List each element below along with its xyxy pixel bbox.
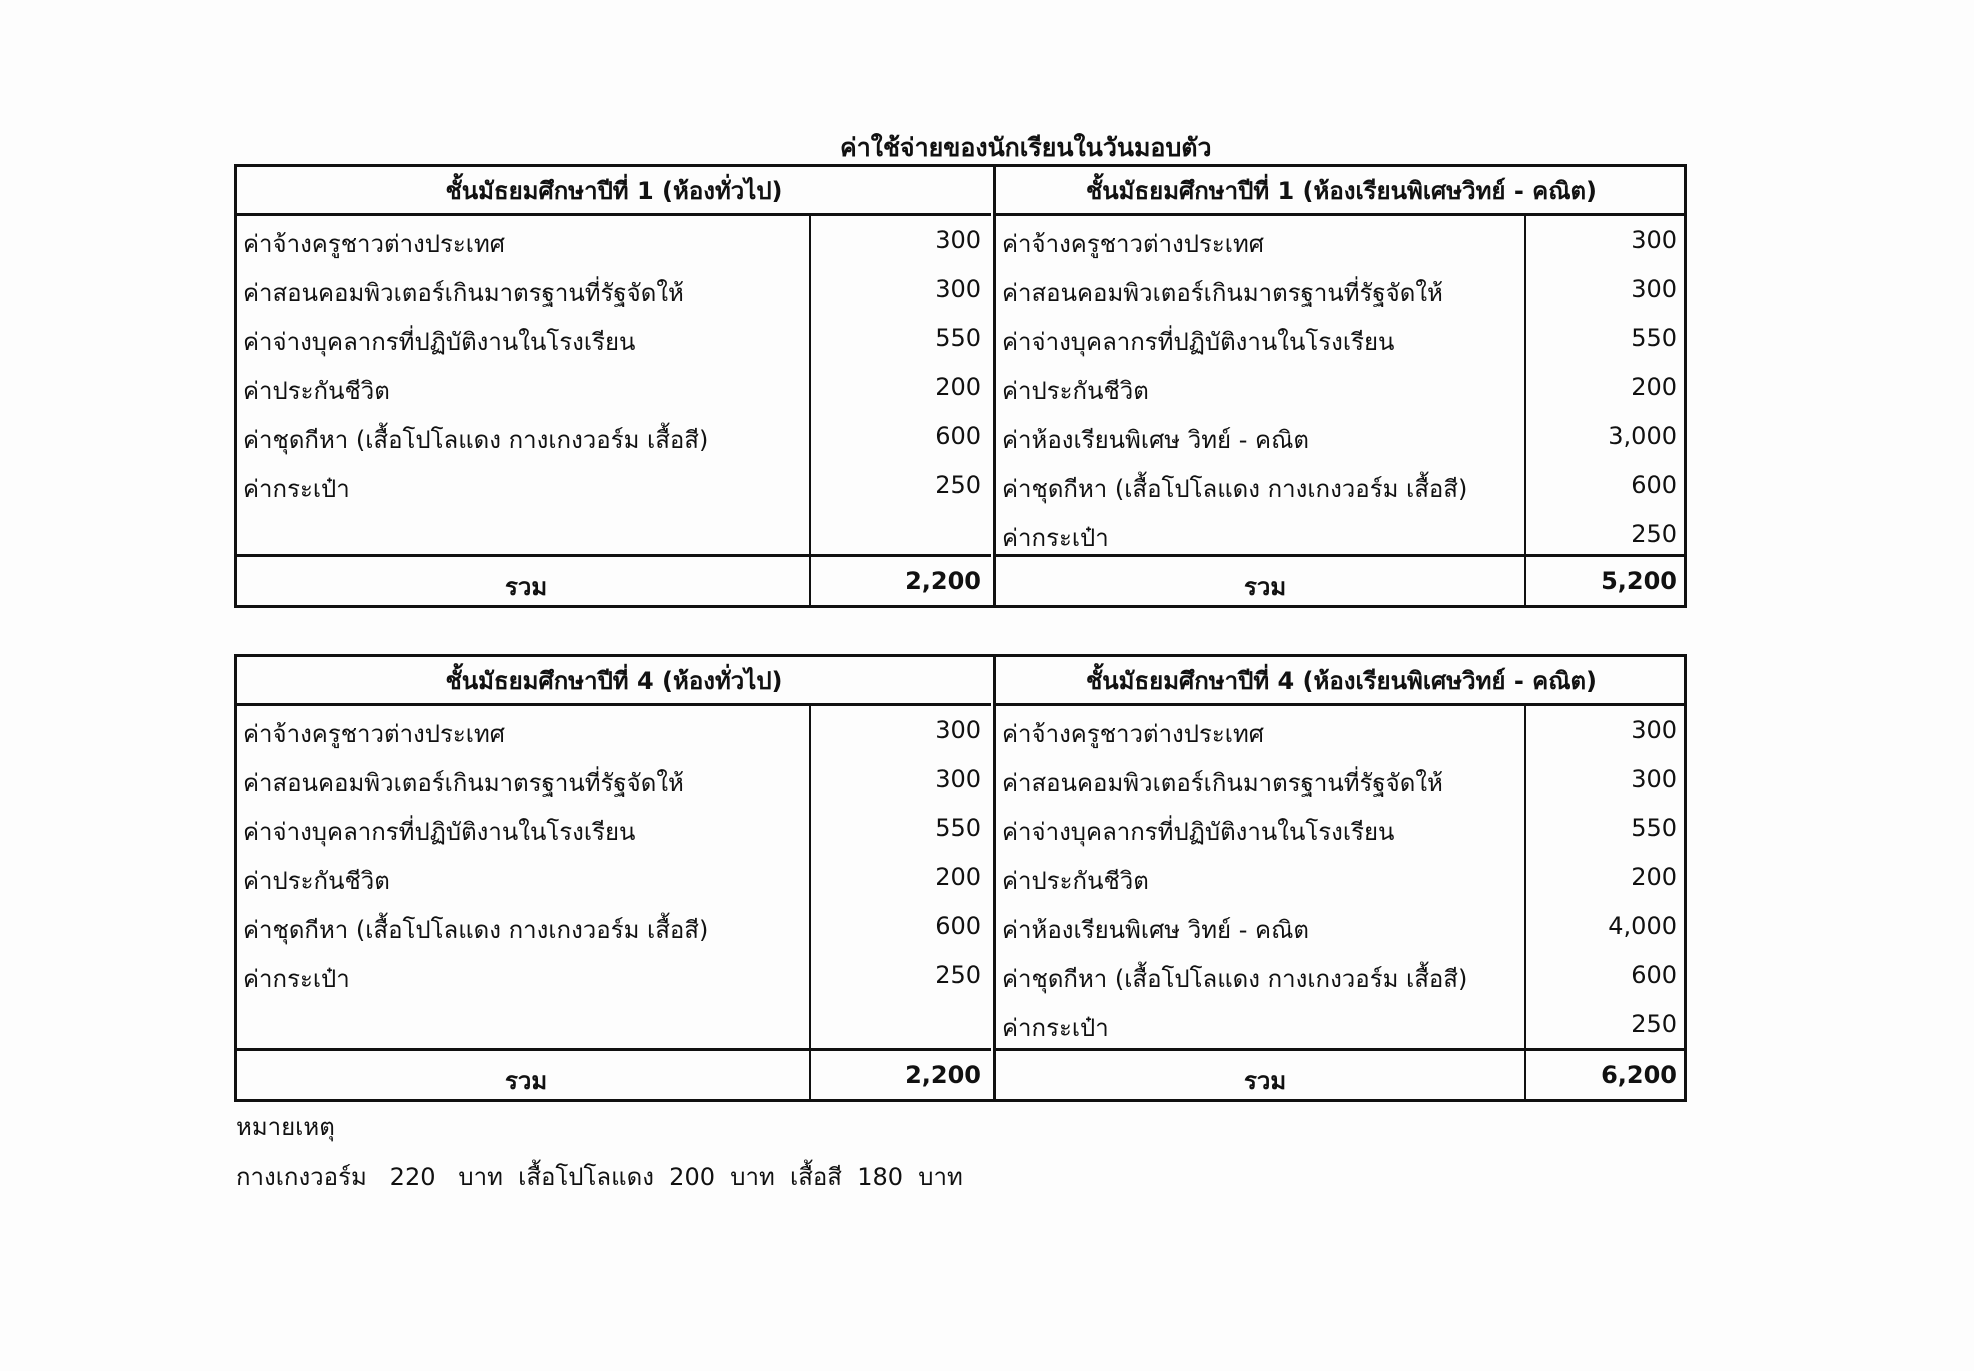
total-row [237,1048,991,1099]
fee-amount: 600 [935,912,981,940]
fee-label: ค่าห้องเรียนพิเศษ วิทย์ - คณิต [1002,916,1309,944]
section-header: ชั้นมัธยมศึกษาปีที่ 4 (ห้องเรียนพิเศษวิทย์ - คณิต) [996,657,1687,706]
fee-row [237,706,991,755]
fee-amount: 550 [935,324,981,352]
fee-label: ค่าสอนคอมพิวเตอร์เกินมาตรฐานที่รัฐจัดให้ [1002,279,1443,307]
fee-label: ค่าจ่างบุคลากรที่ปฏิบัติงานในโรงเรียน [1002,328,1395,356]
fee-row [996,853,1687,902]
fee-section-m4-special [993,657,1687,1099]
fee-label: ค่าห้องเรียนพิเศษ วิทย์ - คณิต [1002,426,1309,454]
document-title: ค่าใช้จ่ายของนักเรียนในวันมอบตัว [840,133,1212,162]
fee-amount: 250 [1631,520,1677,548]
fee-amount: 300 [935,716,981,744]
fee-section-m4-general [237,657,991,1099]
fee-section-m1-special [993,167,1687,605]
fee-table-m4 [234,654,1687,1102]
fee-amount: 300 [1631,765,1677,793]
total-label: รวม [1244,1067,1287,1095]
total-label: รวม [505,573,548,601]
fee-row [996,902,1687,951]
fee-row [237,755,991,804]
fee-label: ค่าประกันชีวิต [1002,377,1149,405]
fee-amount: 250 [935,961,981,989]
fee-row [237,216,991,265]
column-divider [809,557,811,605]
fee-row [237,804,991,853]
fee-amount: 300 [1631,716,1677,744]
fee-row [996,363,1687,412]
note-label: หมายเหตุ [236,1113,335,1141]
fee-label: ค่าประกันชีวิต [1002,867,1149,895]
section-header: ชั้นมัธยมศึกษาปีที่ 1 (ห้องเรียนพิเศษวิทย์ - คณิต) [996,167,1687,216]
fee-row [237,951,991,1000]
fee-label: ค่าชุดกีหา (เสื้อโปโลแดง กางเกงวอร์ม เสื้อสี) [243,426,709,454]
fee-label: ค่าประกันชีวิต [243,377,390,405]
fee-label: ค่าจ่างบุคลากรที่ปฏิบัติงานในโรงเรียน [243,818,636,846]
fee-amount: 550 [1631,814,1677,842]
fee-amount: 300 [935,765,981,793]
total-value: 6,200 [1601,1061,1677,1089]
fee-row [237,853,991,902]
note-text: กางเกงวอร์ม 220 บาท เสื้อโปโลแดง 200 บาท เสื้อสี 180 บาท [236,1163,963,1191]
fee-table-m1 [234,164,1687,608]
fee-label: ค่าสอนคอมพิวเตอร์เกินมาตรฐานที่รัฐจัดให้ [243,279,684,307]
section-header: ชั้นมัธยมศึกษาปีที่ 1 (ห้องทั่วไป) [237,167,991,216]
fee-row [996,412,1687,461]
fee-row [996,706,1687,755]
total-label: รวม [505,1067,548,1095]
fee-row [996,1000,1687,1049]
fee-amount: 550 [1631,324,1677,352]
fee-row [996,951,1687,1000]
fee-row [237,461,991,510]
fee-row [996,314,1687,363]
fee-row [996,804,1687,853]
fee-label: ค่าประกันชีวิต [243,867,390,895]
fee-amount: 300 [935,275,981,303]
total-value: 5,200 [1601,567,1677,595]
fee-amount: 200 [935,863,981,891]
column-divider [1524,1051,1526,1099]
column-divider [809,1051,811,1099]
fee-row [996,510,1687,559]
fee-amount: 200 [935,373,981,401]
column-divider [1524,557,1526,605]
fee-row [996,755,1687,804]
fee-amount: 600 [1631,961,1677,989]
fee-amount: 250 [935,471,981,499]
total-label: รวม [1244,573,1287,601]
fee-row [996,216,1687,265]
fee-label: ค่าสอนคอมพิวเตอร์เกินมาตรฐานที่รัฐจัดให้ [1002,769,1443,797]
fee-label: ค่าสอนคอมพิวเตอร์เกินมาตรฐานที่รัฐจัดให้ [243,769,684,797]
fee-label: ค่าชุดกีหา (เสื้อโปโลแดง กางเกงวอร์ม เสื้อสี) [1002,965,1468,993]
fee-label: ค่าจ้างครูชาวต่างประเทศ [1002,720,1265,748]
total-row [996,554,1687,605]
total-value: 2,200 [905,567,981,595]
fee-label: ค่าจ้างครูชาวต่างประเทศ [1002,230,1265,258]
fee-row [237,902,991,951]
total-row [237,554,991,605]
fee-label: ค่าจ่างบุคลากรที่ปฏิบัติงานในโรงเรียน [243,328,636,356]
fee-amount: 550 [935,814,981,842]
total-row [996,1048,1687,1099]
fee-amount: 600 [935,422,981,450]
fee-label: ค่าชุดกีหา (เสื้อโปโลแดง กางเกงวอร์ม เสื้อสี) [243,916,709,944]
fee-amount: 200 [1631,373,1677,401]
fee-label: ค่ากระเป๋า [243,475,350,503]
fee-amount: 300 [1631,275,1677,303]
fee-label: ค่าจ่างบุคลากรที่ปฏิบัติงานในโรงเรียน [1002,818,1395,846]
fee-row [996,265,1687,314]
fee-label: ค่ากระเป๋า [243,965,350,993]
fee-label: ค่ากระเป๋า [1002,1014,1109,1042]
fee-row [237,363,991,412]
total-value: 2,200 [905,1061,981,1089]
fee-row [996,461,1687,510]
fee-amount: 3,000 [1608,422,1677,450]
fee-amount: 200 [1631,863,1677,891]
fee-label: ค่ากระเป๋า [1002,524,1109,552]
fee-row [237,265,991,314]
section-header: ชั้นมัธยมศึกษาปีที่ 4 (ห้องทั่วไป) [237,657,991,706]
fee-amount: 4,000 [1608,912,1677,940]
fee-label: ค่าจ้างครูชาวต่างประเทศ [243,230,506,258]
fee-amount: 250 [1631,1010,1677,1038]
fee-row [237,412,991,461]
fee-section-m1-general [237,167,991,605]
fee-amount: 600 [1631,471,1677,499]
fee-label: ค่าชุดกีหา (เสื้อโปโลแดง กางเกงวอร์ม เสื้อสี) [1002,475,1468,503]
fee-label: ค่าจ้างครูชาวต่างประเทศ [243,720,506,748]
fee-amount: 300 [1631,226,1677,254]
fee-amount: 300 [935,226,981,254]
fee-row [237,314,991,363]
